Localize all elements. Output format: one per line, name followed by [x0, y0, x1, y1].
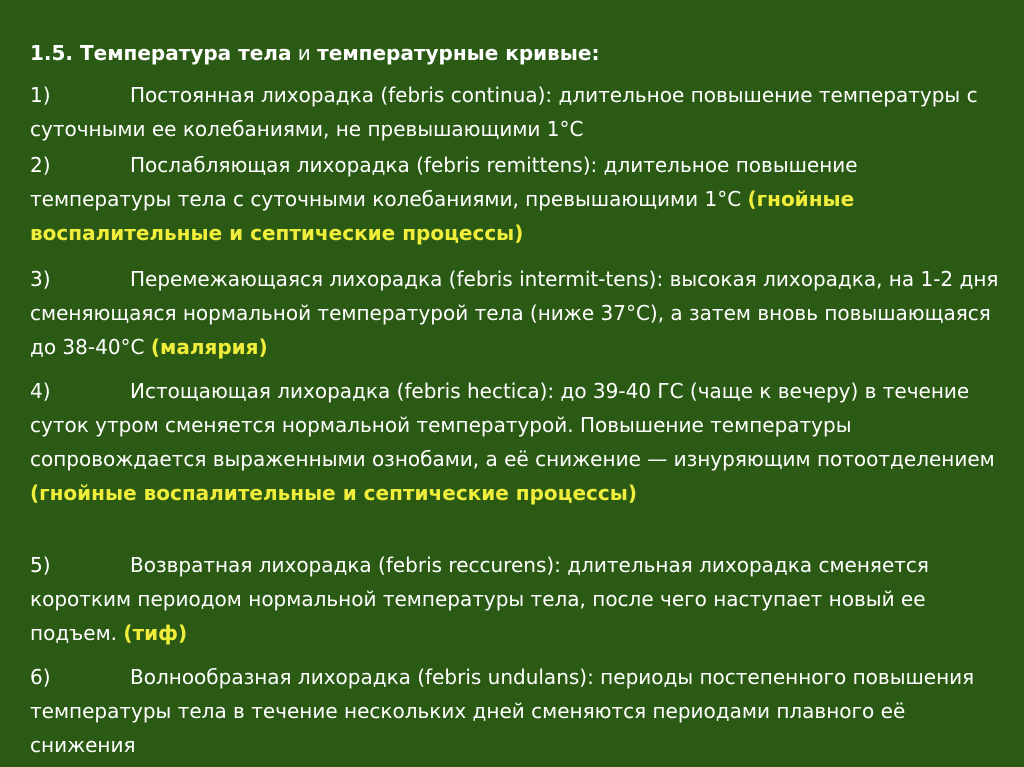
title-part-3: температурные кривые: [317, 41, 600, 65]
title-part-2: и [291, 41, 318, 65]
list-item-highlight: (тиф) [123, 621, 188, 645]
list-item-text: Возвратная лихорадка (febris reccurens): длительная лихорадка сменяется коротким периодом нормальной температуры тела, после чего наступает новый ее подъем. [30, 553, 929, 645]
list-item-number: 3) [30, 267, 51, 291]
list-item-number: 1) [30, 83, 51, 107]
slide-title [30, 39, 599, 67]
list-item-3 [30, 262, 1005, 364]
list-item-number: 5) [30, 553, 51, 577]
list-item-6 [30, 660, 1005, 762]
list-item-text: Перемежающаяся лихорадка (febris intermit-tens): высокая лихорадка, на 1-2 дня сменяющаяся нормальной температурой тела (ниже 37°С), а затем вновь повышающаяся до 38-40°С [30, 267, 999, 359]
list-item-text: Волнообразная лихорадка (febris undulans): периоды постепенного повышения температуры тела в течение нескольких дней сменяются периодами плавного её снижения [30, 665, 975, 757]
list-item-text: Послабляющая лихорадка (febris remittens): длительное повышение температуры тела с суточными колебаниями, превышающими 1°С [30, 153, 858, 211]
list-item-number: 6) [30, 665, 51, 689]
list-item-text: Постоянная лихорадка (febris continua): длительное повышение температуры с суточными ее колебаниями, не превышающими 1°С [30, 83, 978, 141]
list-item-4 [30, 374, 1005, 510]
list-item-text: Истощающая лихорадка (febris hectica): до 39-40 ГС (чаще к вечеру) в течение суток утром сменяется нормальной температурой. Повышение температуры сопровождается выраженными ознобами, а её снижение — изнуряющим потоотделением [30, 379, 995, 471]
list-item-1 [30, 78, 1005, 146]
list-item-5 [30, 548, 1005, 650]
list-item-number: 4) [30, 379, 51, 403]
list-item-highlight: (гнойные воспалительные и септические процессы) [30, 481, 637, 505]
list-item-2 [30, 148, 1005, 250]
list-item-number: 2) [30, 153, 51, 177]
list-item-highlight: (малярия) [150, 335, 268, 359]
list-item-highlight: (гнойные воспалительные и септические процессы) [30, 187, 855, 245]
title-part-1: 1.5. Температура тела [30, 41, 292, 65]
